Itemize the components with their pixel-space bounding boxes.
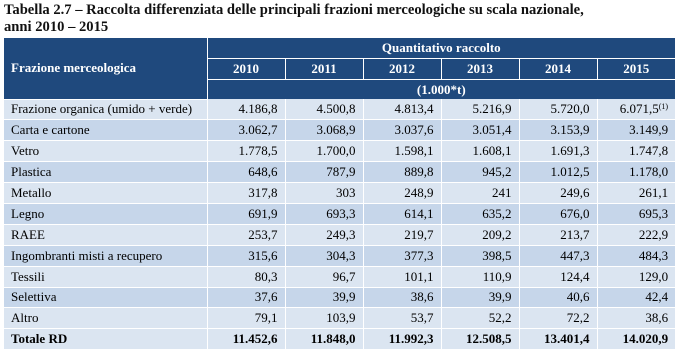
table-row [4, 203, 675, 224]
value-cell [597, 141, 675, 162]
cell-value: 39,9 [488, 289, 512, 305]
cell-value: 1.691,3 [550, 143, 590, 159]
value-cell [285, 308, 363, 329]
cell-value: 3.051,4 [472, 122, 512, 138]
value-cell [207, 162, 285, 183]
value-cell [363, 141, 441, 162]
row-label: Carta e cartone [4, 120, 207, 141]
unit-label: (1.000*t) [207, 80, 675, 100]
table-body [4, 99, 675, 350]
cell-value: 40,6 [566, 289, 590, 305]
cell-value: 39,9 [332, 289, 356, 305]
cell-value: 1.700,0 [316, 143, 356, 159]
cell-value: 96,7 [332, 268, 356, 284]
cell-value: 3.062,7 [238, 122, 278, 138]
value-cell [285, 99, 363, 120]
value-cell [441, 308, 519, 329]
cell-value: 14.020,9 [622, 331, 669, 347]
cell-value: 13.401,4 [544, 331, 590, 347]
table-row [4, 266, 675, 287]
value-cell [285, 245, 363, 266]
row-label: Ingombranti misti a recupero [4, 245, 207, 266]
value-cell [597, 99, 675, 120]
value-cell [441, 287, 519, 308]
cell-value: 42,4 [645, 289, 669, 305]
cell-value: 79,1 [254, 310, 278, 326]
row-header-label: Frazione merceologica [4, 38, 207, 99]
row-label: Plastica [4, 162, 207, 183]
cell-value: 693,3 [326, 205, 356, 221]
cell-value: 11.992,3 [388, 331, 434, 347]
table-row [4, 224, 675, 245]
cell-value: 103,9 [326, 310, 356, 326]
table-caption [4, 2, 676, 36]
value-cell [441, 224, 519, 245]
cell-value: 1.778,5 [238, 143, 278, 159]
cell-value: 1.747,8 [629, 143, 669, 159]
group-header-label: Quantitativo raccolto [207, 38, 675, 59]
value-cell [207, 245, 285, 266]
cell-value: 11.848,0 [310, 331, 356, 347]
total-label: Totale RD [4, 329, 207, 350]
cell-value: 3.037,6 [394, 122, 434, 138]
row-label: Frazione organica (umido + verde) [4, 99, 207, 120]
value-cell [363, 245, 441, 266]
year-header: 2014 [519, 59, 597, 80]
table-row [4, 245, 675, 266]
cell-value: 213,7 [560, 226, 590, 242]
cell-value: 3.068,9 [316, 122, 356, 138]
cell-value: 12.508,5 [466, 331, 512, 347]
cell-value: 1.608,1 [472, 143, 512, 159]
value-cell [207, 266, 285, 287]
year-header: 2013 [441, 59, 519, 80]
value-cell [441, 183, 519, 204]
value-cell [285, 141, 363, 162]
value-cell [285, 120, 363, 141]
cell-value: 648,6 [248, 164, 278, 180]
value-cell [363, 162, 441, 183]
value-cell [597, 287, 675, 308]
cell-value: 248,9 [404, 185, 434, 200]
value-cell [441, 120, 519, 141]
value-cell [597, 203, 675, 224]
cell-value: 945,2 [482, 164, 512, 180]
cell-value: 1.178,0 [629, 164, 669, 180]
cell-value: 4.813,4 [394, 101, 434, 117]
value-cell [441, 245, 519, 266]
value-cell [285, 287, 363, 308]
cell-value: 1.012,5 [550, 164, 590, 180]
value-cell [207, 183, 285, 204]
row-label: Tessili [4, 266, 207, 287]
value-cell [519, 224, 597, 245]
cell-value: 303 [336, 185, 356, 200]
cell-value: 129,0 [638, 268, 669, 284]
value-cell [363, 224, 441, 245]
cell-value: 241 [492, 185, 512, 200]
cell-value: 614,1 [404, 205, 434, 221]
cell-value: 110,9 [482, 268, 512, 284]
value-cell [441, 141, 519, 162]
value-cell [441, 99, 519, 120]
cell-value: 315,6 [248, 247, 278, 263]
footnote-marker: (1) [658, 102, 669, 112]
cell-value: 3.149,9 [629, 122, 669, 138]
caption-line-2: anni 2010 – 2015 [4, 19, 109, 35]
cell-value: 11.452,6 [232, 331, 278, 347]
value-cell [519, 162, 597, 183]
value-cell [519, 141, 597, 162]
cell-value: 5.720,0 [550, 101, 590, 117]
cell-value: 124,4 [560, 268, 590, 284]
cell-value: 52,2 [488, 310, 512, 326]
value-cell [363, 203, 441, 224]
cell-value: 691,9 [248, 205, 278, 221]
value-cell [597, 245, 675, 266]
value-cell [519, 308, 597, 329]
cell-value: 38,6 [645, 310, 669, 326]
cell-value: 38,6 [410, 289, 434, 305]
value-cell [519, 245, 597, 266]
value-cell [285, 183, 363, 204]
value-cell [207, 120, 285, 141]
row-label: Altro [4, 308, 207, 329]
cell-value: 484,3 [638, 247, 669, 263]
value-cell [285, 203, 363, 224]
table-row [4, 287, 675, 308]
row-label: Metallo [4, 183, 207, 204]
value-cell [207, 141, 285, 162]
data-table [4, 38, 675, 350]
table-row [4, 162, 675, 183]
year-header: 2011 [285, 59, 363, 80]
value-cell [597, 120, 675, 141]
table-row [4, 99, 675, 120]
cell-value: 635,2 [482, 205, 512, 221]
cell-value: 676,0 [560, 205, 590, 221]
cell-value: 1.598,1 [394, 143, 434, 159]
value-cell [207, 308, 285, 329]
value-cell [363, 99, 441, 120]
value-cell [519, 266, 597, 287]
table-row [4, 183, 675, 204]
cell-value: 695,3 [638, 205, 669, 221]
table-row [4, 141, 675, 162]
table-row [4, 120, 675, 141]
row-label: RAEE [4, 224, 207, 245]
caption-line-1: Tabella 2.7 – Raccolta differenziata delle principali frazioni merceologiche su scala nazionale, [4, 2, 584, 18]
cell-value: 249,3 [326, 226, 356, 242]
value-cell [363, 308, 441, 329]
value-cell [207, 224, 285, 245]
value-cell [597, 308, 675, 329]
cell-value: 304,3 [326, 247, 356, 263]
value-cell [363, 266, 441, 287]
row-label: Legno [4, 203, 207, 224]
cell-value: 377,3 [404, 247, 434, 263]
value-cell [519, 203, 597, 224]
cell-value: 249,6 [560, 185, 590, 200]
value-cell [597, 266, 675, 287]
cell-value: 101,1 [404, 268, 434, 284]
cell-value: 5.216,9 [472, 101, 512, 117]
row-label: Selettiva [4, 287, 207, 308]
value-cell [285, 266, 363, 287]
cell-value: 72,2 [566, 310, 590, 326]
value-cell [363, 183, 441, 204]
cell-value: 3.153,9 [550, 122, 590, 138]
cell-value: 53,7 [410, 310, 434, 326]
value-cell [285, 224, 363, 245]
value-cell [441, 162, 519, 183]
value-cell [441, 203, 519, 224]
cell-value: 4.500,8 [316, 101, 356, 117]
cell-value: 787,9 [326, 164, 356, 180]
value-cell [597, 183, 675, 204]
value-cell [363, 120, 441, 141]
cell-value: 261,1 [638, 185, 669, 200]
value-cell [441, 266, 519, 287]
cell-value: 209,2 [482, 226, 512, 242]
table-row [4, 308, 675, 329]
cell-value: 4.186,8 [238, 101, 278, 117]
year-header: 2015 [597, 59, 675, 80]
cell-value: 398,5 [482, 247, 512, 263]
row-label: Vetro [4, 141, 207, 162]
cell-value: 317,8 [248, 185, 278, 200]
cell-value: 219,7 [404, 226, 434, 242]
value-cell [519, 287, 597, 308]
value-cell [519, 99, 597, 120]
value-cell [597, 224, 675, 245]
cell-value: 37,6 [254, 289, 278, 305]
cell-value: 253,7 [248, 226, 278, 242]
value-cell [363, 287, 441, 308]
cell-value: 80,3 [254, 268, 278, 284]
value-cell [519, 183, 597, 204]
cell-value: 222,9 [638, 226, 669, 242]
value-cell [207, 287, 285, 308]
year-header: 2010 [207, 59, 285, 80]
cell-value: 447,3 [560, 247, 590, 263]
cell-value: 889,8 [404, 164, 434, 180]
value-cell [207, 203, 285, 224]
value-cell [597, 162, 675, 183]
value-cell [285, 162, 363, 183]
value-cell [207, 99, 285, 120]
cell-value: 6.071,5 [619, 101, 659, 117]
year-header: 2012 [363, 59, 441, 80]
value-cell [519, 120, 597, 141]
